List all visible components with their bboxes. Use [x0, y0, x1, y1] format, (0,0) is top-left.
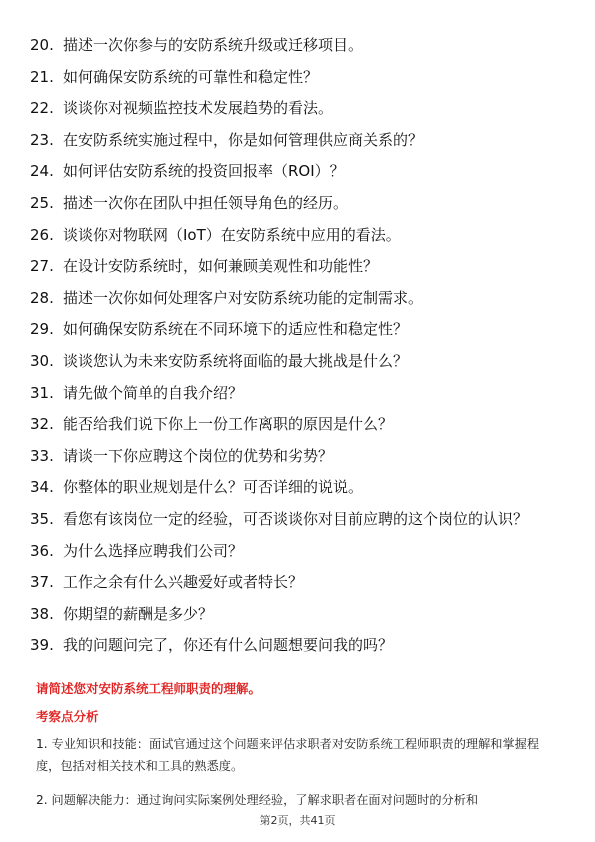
- question-text: 谈谈您认为未来安防系统将面临的最大挑战是什么？: [63, 351, 409, 370]
- question-number: 20.: [30, 36, 54, 54]
- question-item: [30, 129, 565, 151]
- question-number: 26.: [30, 225, 54, 244]
- question-text: 为什么选择应聘我们公司？: [63, 541, 244, 560]
- question-number: 27.: [30, 257, 54, 276]
- question-number: 35.: [30, 509, 54, 528]
- question-text: 请谈一下你应聘这个岗位的优势和劣势？: [63, 446, 334, 465]
- question-item: [30, 224, 565, 246]
- question-text: 能否给我们说下你上一份工作离职的原因是什么？: [63, 415, 394, 434]
- question-text: 描述一次你参与的安防系统升级或迁移项目。: [63, 36, 364, 54]
- question-number: 31.: [30, 383, 54, 402]
- question-item: [30, 508, 565, 530]
- question-item: [30, 540, 565, 562]
- question-number: 36.: [30, 541, 54, 560]
- question-item: [30, 66, 565, 88]
- question-number: 25.: [30, 193, 54, 212]
- question-number: 34.: [30, 478, 54, 497]
- analysis-paragraph: 1. 专业知识和技能：面试官通过这个问题来评估求职者对安防系统工程师职责的理解和掌握程度，包括对相关技术和工具的熟悉度。: [36, 737, 540, 773]
- question-text: 描述一次你如何处理客户对安防系统功能的定制需求。: [63, 288, 424, 307]
- question-list: [30, 34, 565, 666]
- analysis-paragraph: 2. 问题解决能力：通过询问实际案例处理经验，了解求职者在面对问题时的分析和: [36, 793, 479, 807]
- question-text: 谈谈你对物联网（IoT）在安防系统中应用的看法。: [63, 225, 401, 244]
- question-number: 29.: [30, 320, 54, 339]
- question-number: 24.: [30, 162, 54, 181]
- question-item: [30, 255, 565, 277]
- question-number: 21.: [30, 67, 54, 86]
- question-item: [30, 382, 565, 404]
- question-item: [30, 445, 565, 467]
- question-item: [30, 350, 565, 372]
- question-item: [30, 413, 565, 435]
- question-item: [30, 192, 565, 214]
- question-text: 工作之余有什么兴趣爱好或者特长？: [63, 573, 304, 592]
- question-text: 我的问题问完了，你还有什么问题想要问我的吗？: [63, 636, 394, 655]
- question-item: [30, 160, 565, 182]
- question-number: 39.: [30, 636, 54, 655]
- section-heading: 请简述您对安防系统工程师职责的理解。: [36, 681, 262, 696]
- question-number: 33.: [30, 446, 54, 465]
- question-text: 如何确保安防系统在不同环境下的适应性和稳定性？: [63, 320, 409, 339]
- question-text: 你整体的职业规划是什么？可否详细的说说。: [63, 478, 364, 497]
- question-text: 如何评估安防系统的投资回报率（ROI）？: [63, 162, 345, 181]
- question-item: [30, 476, 565, 498]
- question-text: 请先做个简单的自我介绍？: [63, 383, 244, 402]
- question-item: [30, 97, 565, 119]
- question-text: 看您有该岗位一定的经验，可否谈谈你对目前应聘的这个岗位的认识？: [63, 509, 529, 528]
- question-number: 22.: [30, 99, 54, 118]
- question-item: [30, 318, 565, 340]
- question-number: 38.: [30, 604, 54, 623]
- question-number: 32.: [30, 415, 54, 434]
- question-text: 你期望的薪酬是多少？: [63, 604, 214, 623]
- question-number: 28.: [30, 288, 54, 307]
- page-number-footer: 第2页，共41页: [259, 814, 336, 827]
- question-item: [30, 634, 565, 656]
- question-item: [30, 603, 565, 625]
- question-text: 在安防系统实施过程中，你是如何管理供应商关系的？: [63, 130, 424, 149]
- question-text: 谈谈你对视频监控技术发展趋势的看法。: [63, 99, 334, 118]
- question-number: 37.: [30, 573, 54, 592]
- question-number: 23.: [30, 130, 54, 149]
- question-item: [30, 34, 565, 56]
- question-number: 30.: [30, 351, 54, 370]
- question-text: 如何确保安防系统的可靠性和稳定性？: [63, 67, 319, 86]
- analysis-subheading: 考察点分析: [36, 709, 99, 724]
- question-text: 描述一次你在团队中担任领导角色的经历。: [63, 193, 349, 212]
- question-text: 在设计安防系统时，如何兼顾美观性和功能性？: [63, 257, 379, 276]
- question-item: [30, 287, 565, 309]
- question-item: [30, 571, 565, 593]
